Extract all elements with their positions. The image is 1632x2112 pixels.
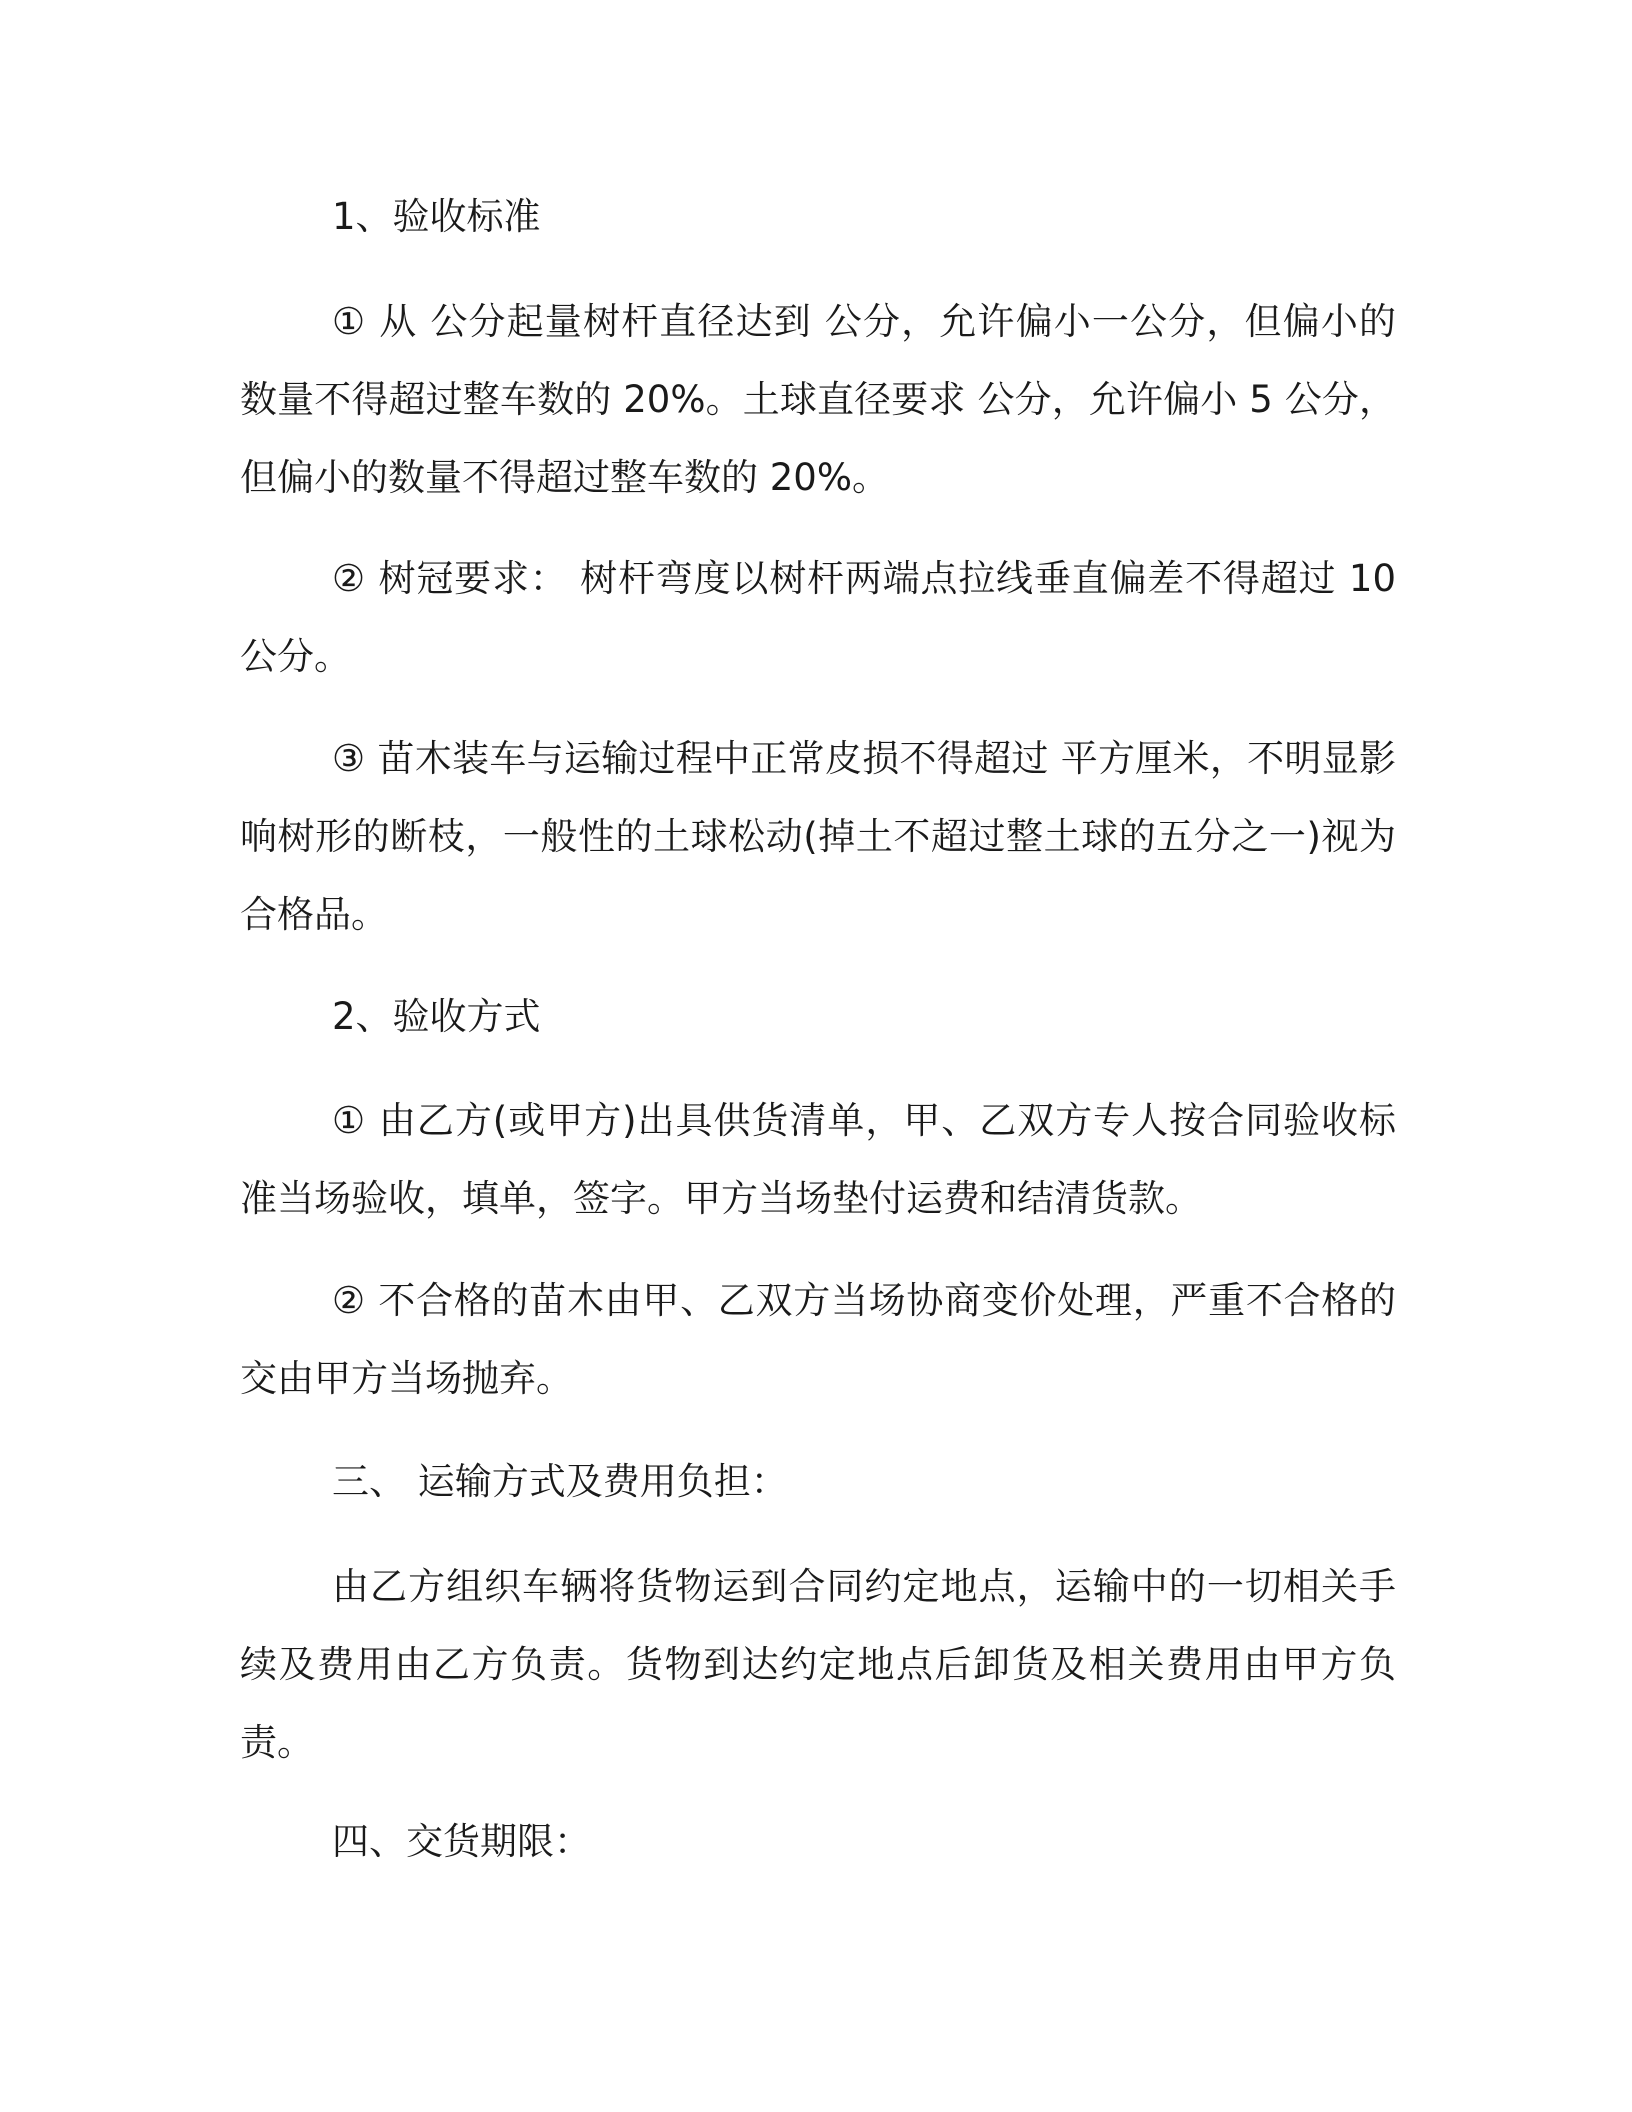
section-heading-acceptance-method: 2、验收方式 xyxy=(332,995,541,1038)
section-heading-acceptance-standard: 1、验收标准 xyxy=(332,195,541,238)
paragraph-standard-1: ① 从 公分起量树杆直径达到 公分，允许偏小一公分，但偏小的数量不得超过整车数的 20%。土球直径要求 公分，允许偏小 5 公分，但偏小的数量不得超过整车数的 20%。 xyxy=(240,300,1396,499)
paragraph-standard-3: ③ 苗木装车与运输过程中正常皮损不得超过 平方厘米，不明显影响树形的断枝，一般性的土球松动(掉土不超过整土球的五分之一)视为合格品。 xyxy=(240,737,1396,936)
section-heading-delivery-period: 四、交货期限： xyxy=(332,1820,591,1863)
paragraph-standard-2: ② 树冠要求： 树杆弯度以树杆两端点拉线垂直偏差不得超过 10 公分。 xyxy=(240,557,1396,678)
paragraph-transport: 由乙方组织车辆将货物运到合同约定地点，运输中的一切相关手续及费用由乙方负责。货物到达约定地点后卸货及相关费用由甲方负责。 xyxy=(240,1565,1396,1764)
paragraph-method-2: ② 不合格的苗木由甲、乙双方当场协商变价处理，严重不合格的交由甲方当场抛弃。 xyxy=(240,1279,1396,1400)
paragraph-method-1: ① 由乙方(或甲方)出具供货清单，甲、乙双方专人按合同验收标准当场验收，填单，签字。甲方当场垫付运费和结清货款。 xyxy=(240,1099,1396,1220)
section-heading-transport: 三、 运输方式及费用负担： xyxy=(332,1460,788,1503)
